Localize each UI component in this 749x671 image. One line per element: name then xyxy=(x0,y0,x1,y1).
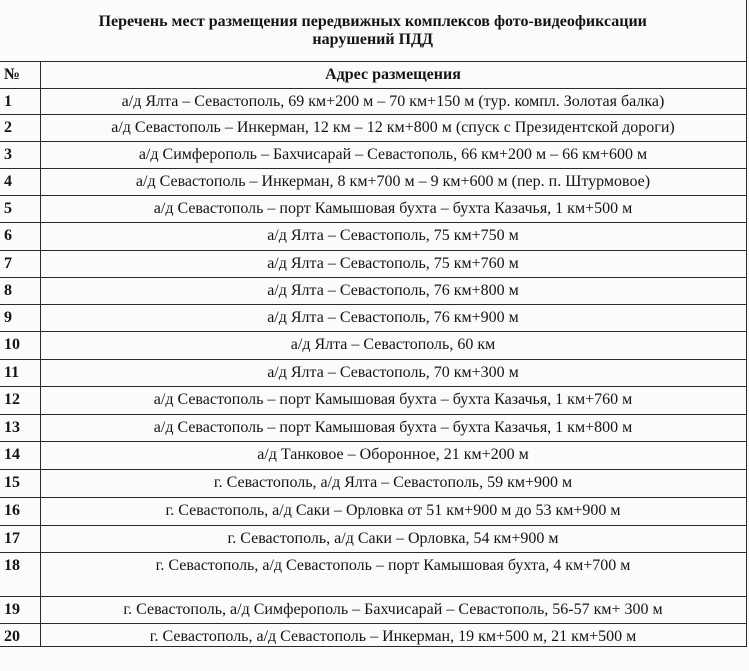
document-title-line-2: нарушений ПДД xyxy=(312,30,434,48)
table-row xyxy=(0,360,746,387)
table-row xyxy=(0,89,746,115)
row-address: а/д Танковое – Оборонное, 21 км+200 м xyxy=(40,442,746,470)
table-row xyxy=(0,142,746,169)
row-address: а/д Симферополь – Бахчисарай – Севастополь, 66 км+200 м – 66 км+600 м xyxy=(40,142,746,169)
row-address: а/д Севастополь – порт Камышовая бухта – бухта Казачья, 1 км+800 м xyxy=(40,415,746,442)
table-row xyxy=(0,553,746,597)
row-number: 4 xyxy=(0,169,40,196)
row-number: 20 xyxy=(0,624,40,647)
row-address: а/д Севастополь – Инкерман, 8 км+700 м – 9 км+600 м (пер. п. Штурмовое) xyxy=(40,169,746,196)
header-row xyxy=(0,62,746,89)
row-address: г. Севастополь, а/д Саки – Орловка от 51 км+900 м до 53 км+900 м xyxy=(40,498,746,526)
row-number: 1 xyxy=(0,89,40,115)
table-row xyxy=(0,526,746,553)
document-title xyxy=(0,0,746,62)
table-row xyxy=(0,169,746,196)
row-address: а/д Ялта – Севастополь, 76 км+900 м xyxy=(40,305,746,332)
row-number: 15 xyxy=(0,470,40,498)
table-row xyxy=(0,470,746,498)
table-row xyxy=(0,624,746,647)
row-address: г. Севастополь, а/д Саки – Орловка, 54 км+900 м xyxy=(40,526,746,553)
row-number: 2 xyxy=(0,115,40,142)
table-row xyxy=(0,332,746,360)
row-address: г. Севастополь, а/д Ялта – Севастополь, 59 км+900 м xyxy=(40,470,746,498)
row-number: 6 xyxy=(0,223,40,251)
table-row xyxy=(0,196,746,223)
row-address: а/д Ялта – Севастополь, 70 км+300 м xyxy=(40,360,746,387)
row-address: а/д Севастополь – Инкерман, 12 км – 12 км+800 м (спуск с Президентской дороги) xyxy=(40,115,746,142)
table-row xyxy=(0,115,746,142)
row-address: а/д Ялта – Севастополь, 76 км+800 м xyxy=(40,278,746,305)
table-row xyxy=(0,278,746,305)
row-number: 19 xyxy=(0,597,40,624)
column-header-address: Адрес размещения xyxy=(40,62,746,89)
title-row xyxy=(0,0,746,62)
table-row xyxy=(0,498,746,526)
row-number: 10 xyxy=(0,332,40,360)
row-number: 14 xyxy=(0,442,40,470)
row-number: 16 xyxy=(0,498,40,526)
document-title-line-1: Перечень мест размещения передвижных комплексов фото-видеофиксации xyxy=(98,12,647,30)
row-number: 7 xyxy=(0,251,40,278)
row-number: 3 xyxy=(0,142,40,169)
table-row xyxy=(0,251,746,278)
row-number: 18 xyxy=(0,553,40,597)
table-row xyxy=(0,442,746,470)
table-row xyxy=(0,415,746,442)
row-address: г. Севастополь, а/д Симферополь – Бахчисарай – Севастополь, 56-57 км+ 300 м xyxy=(40,597,746,624)
row-number: 5 xyxy=(0,196,40,223)
table-row xyxy=(0,387,746,415)
table-row xyxy=(0,305,746,332)
row-address: а/д Ялта – Севастополь, 69 км+200 м – 70 км+150 м (тур. компл. Золотая балка) xyxy=(40,89,746,115)
row-address: а/д Севастополь – порт Камышовая бухта – бухта Казачья, 1 км+500 м xyxy=(40,196,746,223)
row-number: 11 xyxy=(0,360,40,387)
column-header-number: № xyxy=(0,62,40,89)
row-number: 9 xyxy=(0,305,40,332)
row-address: а/д Ялта – Севастополь, 60 км xyxy=(40,332,746,360)
row-address: а/д Ялта – Севастополь, 75 км+760 м xyxy=(40,251,746,278)
table-row xyxy=(0,597,746,624)
row-number: 13 xyxy=(0,415,40,442)
row-number: 8 xyxy=(0,278,40,305)
row-address: а/д Ялта – Севастополь, 75 км+750 м xyxy=(40,223,746,251)
row-address: г. Севастополь, а/д Севастополь – порт Камышовая бухта, 4 км+700 м xyxy=(40,553,746,597)
row-number: 12 xyxy=(0,387,40,415)
row-number: 17 xyxy=(0,526,40,553)
row-address: а/д Севастополь – порт Камышовая бухта – бухта Казачья, 1 км+760 м xyxy=(40,387,746,415)
table-row xyxy=(0,223,746,251)
row-address: г. Севастополь, а/д Севастополь – Инкерман, 19 км+500 м, 21 км+500 м xyxy=(40,624,746,647)
